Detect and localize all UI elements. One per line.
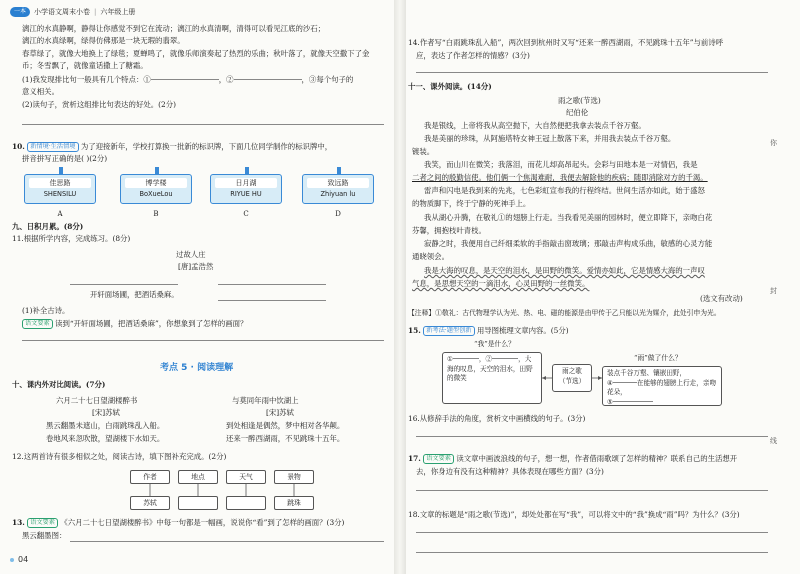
question-a1-tail: 意义相关。	[22, 87, 59, 96]
question-11-1: (1)补全古诗。	[22, 306, 70, 315]
question-11: 11.根据所学内容，完成练习。(8分)	[12, 234, 131, 243]
section-9-heading: 九、日积月累。(8分)	[12, 222, 84, 231]
answer-line[interactable]	[416, 552, 768, 553]
question-15-text: 用导图梳理文章内容。(5分)	[476, 326, 569, 335]
sign-pinyin: Zhiyuan lu	[320, 190, 356, 199]
essay-note: 【注释】①敬礼：古代物理学认为光、热、电、磁的能源是由甲传于乙只能以光为媒介，此处引申为光。	[408, 309, 721, 317]
question-10-tag: 新情境·生活情境	[27, 142, 78, 152]
question-17	[408, 454, 737, 465]
table-box-place: 地点	[178, 470, 218, 484]
question-11-2-text: 读到“开轩面场圃，把酒话桑麻”，你想象到了怎样的画面？	[55, 319, 248, 328]
mindmap-box-what	[442, 352, 542, 404]
mindmap-box-what-text: ，大海的叹息，天空的泪水，田野的微笑	[447, 355, 533, 383]
mindmap-box-do	[602, 366, 722, 406]
binding-mark-3: 线	[770, 437, 777, 445]
poem-line: 开轩面场圃，把酒话桑麻。	[90, 290, 179, 299]
mindmap-question-2: “雨”做了什么？	[634, 354, 682, 362]
answer-line[interactable]	[70, 541, 384, 542]
sign-option-a[interactable]	[24, 174, 96, 204]
sign-chinese: 佳思路	[29, 178, 91, 188]
table-box-blank-weather[interactable]	[226, 496, 266, 510]
question-16: 16.从修辞手法的角度，赏析文中画横线的句子。(3分)	[408, 414, 586, 423]
passage-line-2: 漓江的水真绿啊，绿得仿佛那是一块无瑕的翡翠。	[22, 36, 185, 45]
passage-line-1: 漓江的水真静啊，静得让你感觉不到它在流动；漓江的水真清啊，清得可以看见江底的沙石；	[22, 24, 326, 33]
question-17-tail: 去，你身边有没有这种精神？具体表现在哪些方面？(3分)	[416, 467, 604, 476]
question-a1-text-b: ，②	[218, 75, 234, 84]
poem1-line-2: 卷地风来忽吹散，望湖楼下水如天。	[46, 434, 165, 443]
sign-options	[20, 166, 380, 216]
question-tag: 语文要素	[22, 319, 53, 329]
question-15-number: 15.	[408, 326, 421, 335]
poem-blank-3[interactable]	[218, 300, 326, 301]
sign-chinese: 博学楼	[125, 178, 187, 188]
sign-option-c[interactable]	[210, 174, 282, 204]
question-12: 12.这两首诗有很多相似之处，阅读古诗，填下图补充完成。(2分)	[12, 452, 227, 461]
question-tag: 语文要素	[423, 454, 454, 464]
mindmap-blank-5-label: ⑤	[607, 397, 613, 406]
essay-para-6-tail: 通晓领会。	[412, 252, 449, 261]
essay-para-4-tail: 的物质脚下，终于宁静的死神手上。	[412, 199, 531, 208]
mindmap-blank-2[interactable]	[492, 358, 518, 359]
poem-blank-2[interactable]	[218, 284, 326, 285]
brand-logo: 一本	[10, 7, 30, 17]
answer-line[interactable]	[416, 436, 768, 437]
question-tag: 新考法·题型创新	[423, 326, 474, 336]
question-13-text: 《六月二十七日望湖楼醉书》中每一句都是一幅画，说说你“看”到了怎样的画面？(3分)	[60, 518, 345, 527]
question-18: 18.文章的标题是“雨之歌(节选)”，却处处都在写“我”，可以将文中的“我”换成“雨”吗？为什么？(3分)	[408, 510, 740, 519]
sign-post	[337, 167, 341, 175]
passage-line-4: 币；冬雪飘了，就像童话撒上了糖霜。	[22, 61, 148, 70]
essay-para-1: 我是银线，上帝将我从高空抛下，大自然便把我拿去装点千谷万壑。	[424, 121, 646, 130]
mindmap-blank-2-label: ，②	[478, 355, 493, 363]
mindmap-center: 雨之歌（节选）	[552, 364, 592, 392]
table-connectors	[130, 484, 314, 496]
essay-para-6: 寂静之时，我便用自己纤细柔软的手指敲击窗玻璃；那敲击声构成乐曲，敏感的心灵方能	[424, 239, 713, 248]
sign-post	[59, 167, 63, 175]
question-17-text: 读文章中画波浪线的句子，想一想，作者借雨歌颂了怎样的精神？联系自己的生活想开	[456, 454, 738, 463]
essay-para-5-tail: 芬馨，拥抱枝叶青枝。	[412, 226, 486, 235]
question-a2: (2)读句子，赏析这组排比句表达的好处。(2分)	[22, 100, 176, 109]
mindmap-arrows	[542, 370, 602, 386]
sign-chinese: 致远路	[307, 178, 369, 188]
essay-title: 雨之歌(节选)	[558, 96, 601, 105]
essay-para-2: 我是美丽的珍珠，从阿施塔特女神王冠上散落下来，并用我去装点千谷万壑。	[424, 134, 676, 143]
answer-blank-1[interactable]	[151, 79, 219, 80]
poem-blank-1[interactable]	[70, 284, 178, 285]
left-page	[0, 0, 398, 574]
mindmap-blank-1-label: ①	[447, 355, 453, 363]
essay-para-3-underlined: 二者之间的殷勤信使。他们俩一个焦渴难耐，我便去解除他的疾病；随即消除对方的千渴。	[412, 173, 708, 182]
table-box-weather: 天气	[226, 470, 266, 484]
page-number-text: 04	[18, 555, 29, 564]
question-10	[12, 142, 332, 153]
mindmap-blank-4[interactable]	[613, 382, 637, 383]
essay-para-4: 雷声和闪电是我到来的先兆，七色彩虹宣布我的行程终结。世间生活亦如此，始于盛怒	[424, 186, 705, 195]
table-box-sushi: 苏轼	[130, 496, 170, 510]
question-13-answer-label: 黑云翻墨图：	[22, 531, 67, 540]
question-10-number: 10.	[12, 142, 25, 151]
book-title: 小学语文周末小卷	[34, 7, 91, 16]
essay-para-5: 我从湖心升腾，在敬礼①的翅膀上行走。当我看见美丽的园林时，便立即降下，亲吻白花	[424, 213, 713, 222]
option-label-c: C	[243, 210, 249, 218]
answer-line[interactable]	[416, 532, 768, 533]
mindmap-do-line-1: 装点千谷万壑、镶嵌田野，	[607, 369, 687, 377]
question-15	[408, 326, 569, 337]
sign-post	[155, 167, 159, 175]
section-title: 考点 5 · 阅读理解	[160, 363, 234, 373]
book-grade: 六年级上册	[100, 7, 136, 16]
essay-source: (选文有改动)	[700, 294, 743, 303]
question-a1-text: (1)我发现排比句一般具有几个特点：①	[22, 75, 151, 84]
passage-line-3: 春草绿了，就像大地换上了绿毯；夏蝉鸣了，就像乐师演奏起了热烈的乐曲；秋叶落了，就像天空撒下了金	[22, 49, 370, 58]
sign-pinyin: BoXueLou	[139, 190, 173, 199]
mindmap-blank-4-label: ④	[607, 378, 613, 387]
sign-option-d[interactable]	[302, 174, 374, 204]
answer-line[interactable]	[416, 72, 768, 73]
answer-line[interactable]	[416, 490, 768, 491]
poem-title: 过故人庄	[176, 250, 206, 259]
option-label-d: D	[335, 210, 341, 218]
question-14: 14.作者写“白雨跳珠乱入船”，两次回到杭州时又写“还来一醉西湖雨，不见跳珠十五年”与前诗呼	[408, 38, 724, 47]
poem1-line-1: 黑云翻墨未遮山，白雨跳珠乱入船。	[46, 421, 165, 430]
page-number	[10, 554, 28, 566]
section-10-heading: 十、课内外对比阅读。(7分)	[12, 380, 106, 389]
question-a1-text-c: ，③每个句子的	[301, 75, 354, 84]
table-box-tiaozhu: 跳珠	[274, 496, 314, 510]
option-label-a: A	[57, 210, 63, 218]
question-10-text: 为了迎接新年，学校打算换一批新的标识牌，下面几位同学制作的标识牌中，	[80, 142, 333, 151]
answer-blank-2[interactable]	[234, 79, 302, 80]
poem2-author: [宋]苏轼	[266, 408, 294, 417]
question-13-number: 13.	[12, 518, 25, 527]
question-17-number: 17.	[408, 454, 421, 463]
essay-para-3: 我笑，而山川在微笑；我落泪，而花儿却高昂起头。会彩与田地本是一对情侣，我是	[424, 160, 698, 169]
table-box-scenery: 景物	[274, 470, 314, 484]
header-separator: |	[94, 7, 97, 16]
mindmap-blank-1[interactable]	[453, 358, 479, 359]
answer-line[interactable]	[22, 340, 384, 341]
poem2-line-2: 还来一醉西湖雨，不见跳珠十五年。	[226, 434, 345, 443]
question-10-text-2: 拼音拼写正确的是( )(2分)	[22, 154, 108, 163]
option-label-b: B	[153, 210, 159, 218]
binding-mark-1: 你	[770, 139, 777, 147]
essay-para-7-wavy: 我是大海的叹息，是天空的泪水，是田野的微笑。爱情亦如此，它是情感大海的一声叹	[424, 266, 705, 275]
question-11-2	[22, 319, 247, 330]
mindmap-question-1: “我”是什么？	[474, 340, 515, 348]
sign-post	[245, 167, 249, 175]
question-13	[12, 518, 344, 529]
page-header	[10, 6, 135, 18]
table-box-author: 作者	[130, 470, 170, 484]
poem-author: [唐]孟浩然	[178, 262, 214, 271]
mindmap-do-line-2: 在能够的翅膀上行走，亲吻花朵，	[607, 378, 717, 397]
sign-pinyin: RIYUE HU	[230, 190, 262, 199]
poem1-author: [宋]苏轼	[92, 408, 120, 417]
poem2-title: 与莫同年雨中饮湖上	[232, 396, 299, 405]
essay-para-2-tail: 镀装。	[412, 147, 435, 156]
sign-chinese: 日月湖	[215, 178, 277, 188]
question-a1	[22, 75, 353, 86]
poem2-line-1: 到处相逢是偶然，梦中相对各华颠。	[226, 421, 345, 430]
sign-option-b[interactable]	[120, 174, 192, 204]
right-page	[402, 0, 800, 574]
question-tag: 语文要素	[27, 518, 58, 528]
poem1-title: 六月二十七日望湖楼醉书	[56, 396, 138, 405]
essay-para-7-tail-wavy: 气息，是思想天空的一滴泪水，心灵田野的一丝微笑。	[412, 279, 590, 288]
dot-icon	[10, 558, 14, 562]
question-14-tail: 应，表达了作者怎样的情感？(3分)	[416, 51, 530, 60]
section-11-heading: 十一、课外阅读。(14分)	[408, 82, 492, 91]
binding-mark-2: 封	[770, 287, 777, 295]
answer-line[interactable]	[22, 124, 384, 125]
mindmap-blank-5[interactable]	[613, 401, 653, 402]
essay-author: 纪伯伦	[566, 108, 589, 117]
sign-pinyin: SHENSILU	[43, 190, 77, 199]
table-box-blank-place[interactable]	[178, 496, 218, 510]
